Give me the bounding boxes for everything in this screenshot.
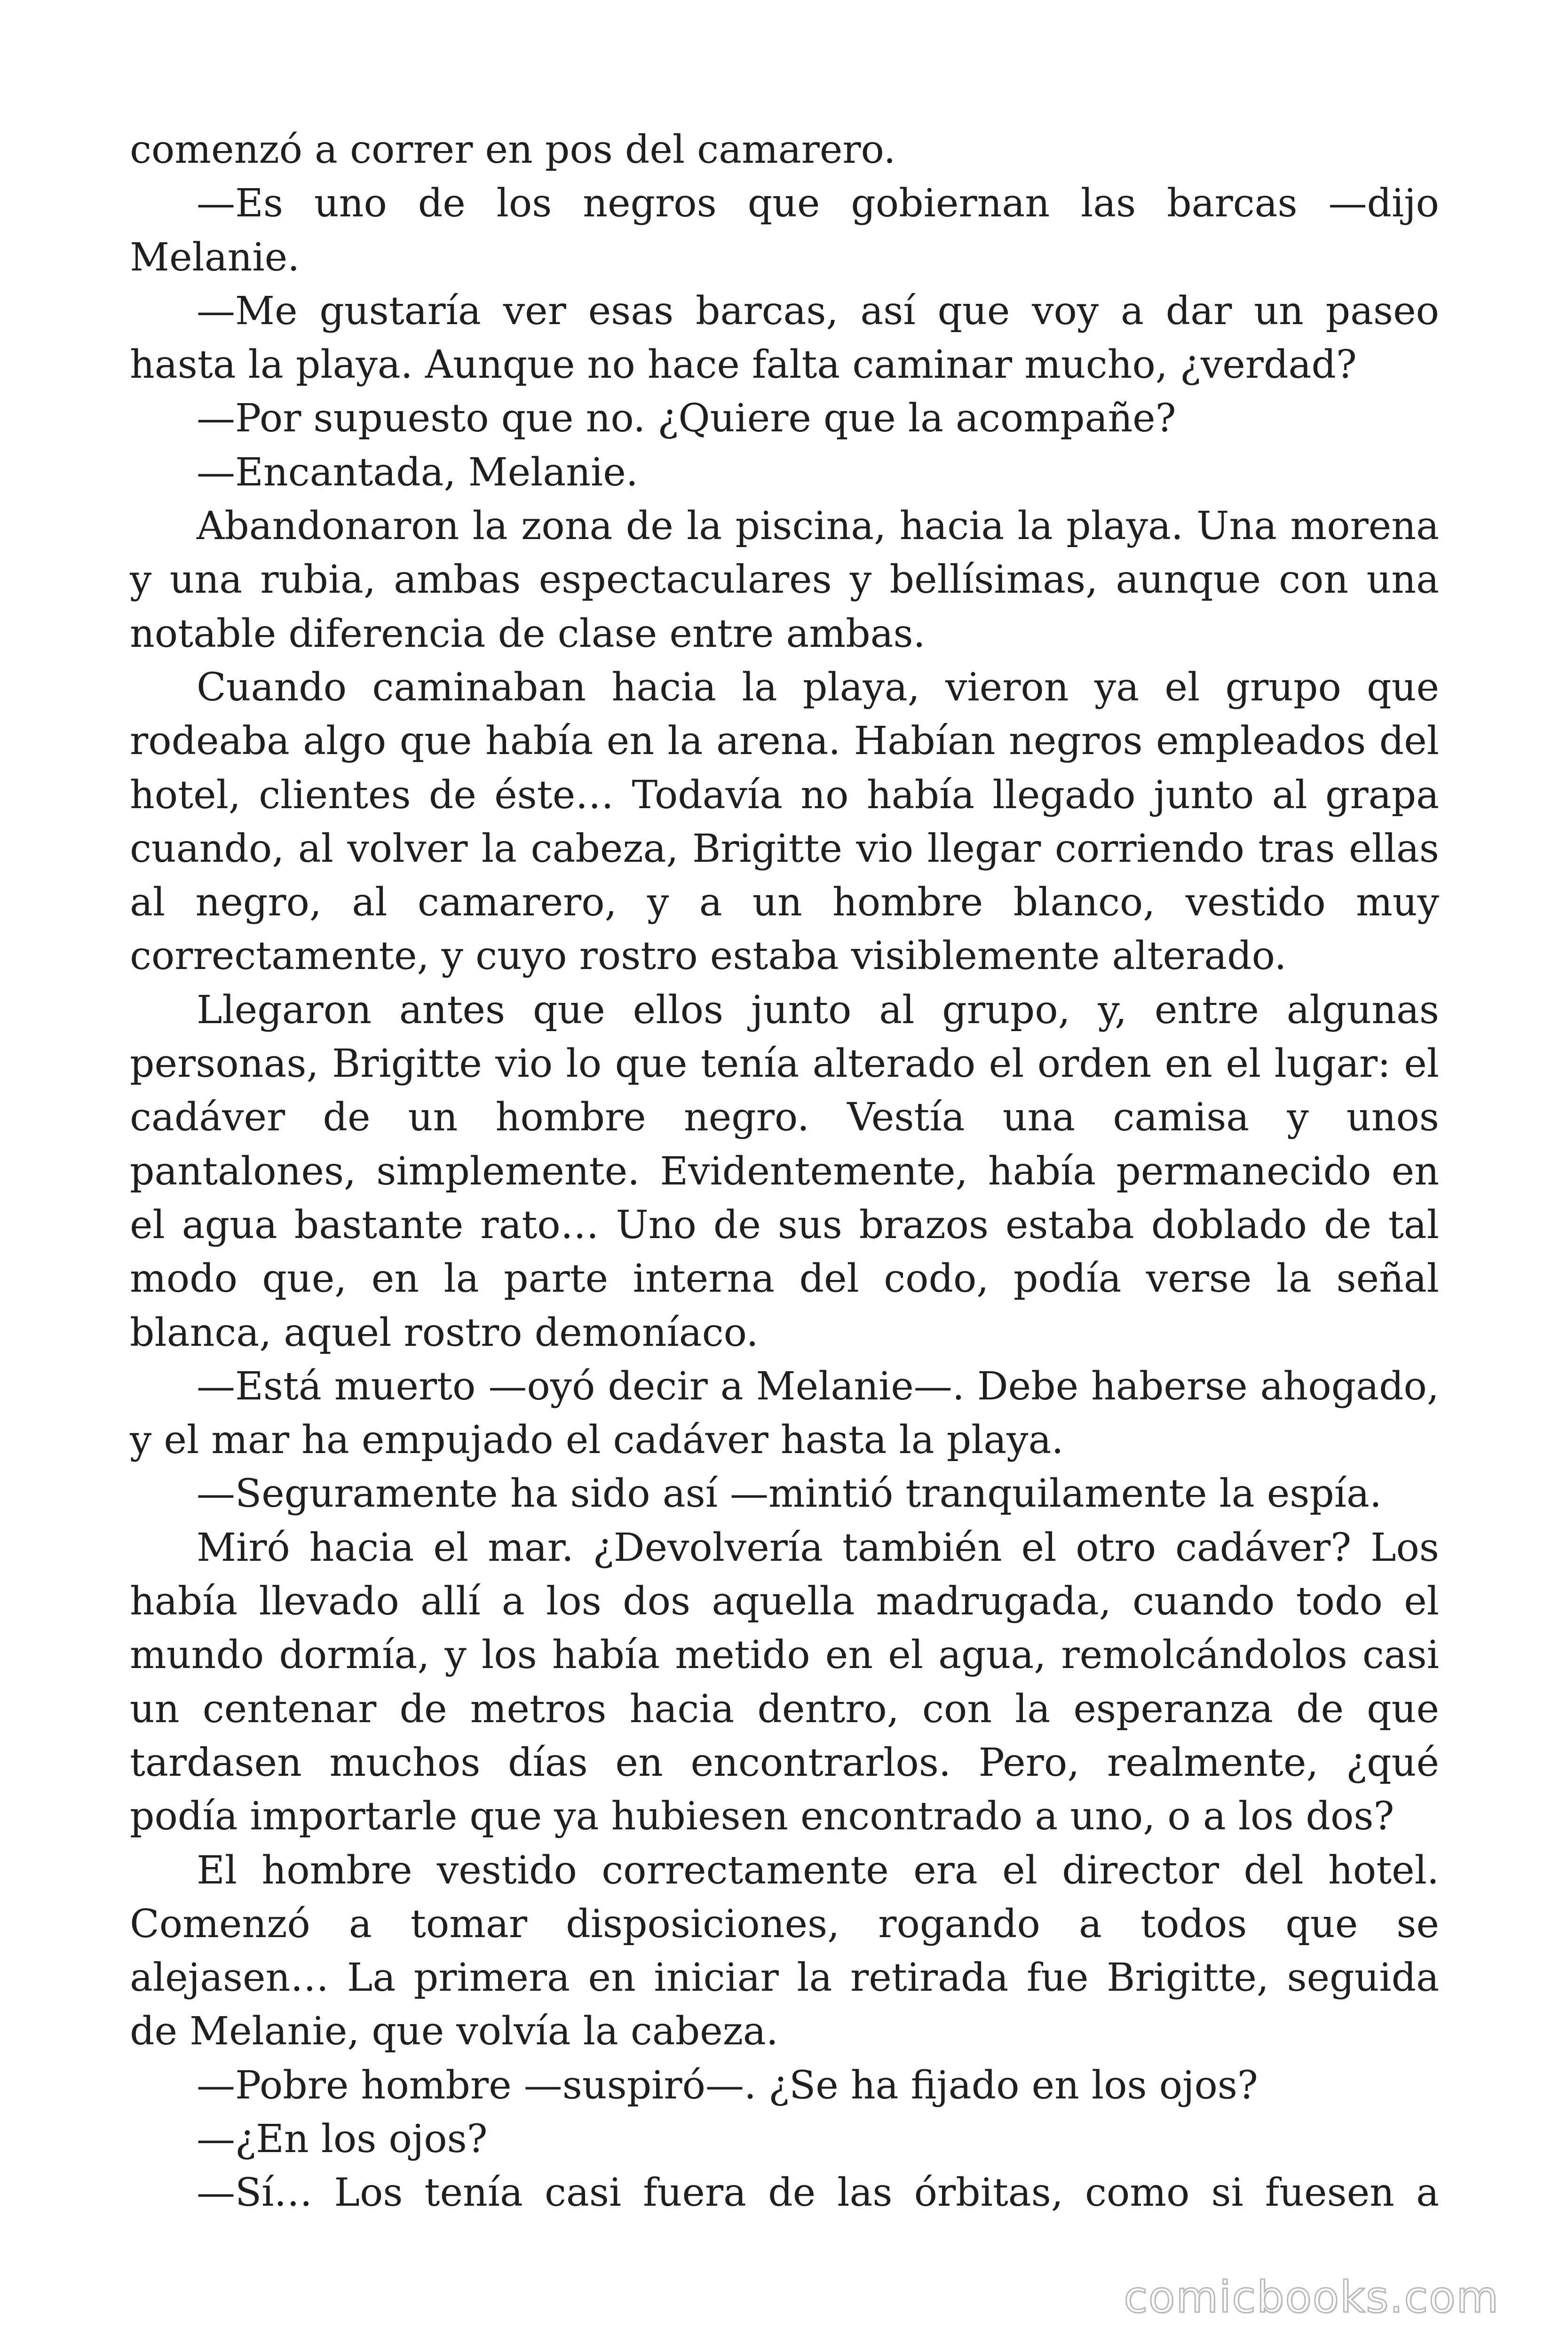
paragraph-7: Cuando caminaban hacia la playa, vieron ya el grupo que rodeaba algo que había en la arena. Habían negros empleados del hotel, clientes de éste… Todavía no había llegado junto al grapa cuando, al volver la cabeza, Brigitte vio llegar corriendo tras ellas al negro, al camarero, y a un hombre blanco, vestido muy correctamente, y cuyo rostro estaba visiblemente alterado. — [130, 665, 1439, 979]
paragraph-5: —Encantada, Melanie. — [197, 450, 638, 495]
watermark: comicbooks.com — [1124, 2272, 1499, 2322]
paragraph-12: El hombre vestido correctamente era el director del hotel. Comenzó a tomar disposiciones, rogando a todos que se alejasen… La primera en iniciar la retirada fue Brigitte, seguida de Melanie, que volvía la cabeza. — [130, 1848, 1439, 2054]
book-page-text — [130, 123, 1439, 2220]
paragraph-8: Llegaron antes que ellos junto al grupo, y, entre algunas personas, Brigitte vio lo que tenía alterado el orden en el lugar: el cadáver de un hombre negro. Vestía una camisa y unos pantalones, simplemente. Evidentemente, había permanecido en el agua bastante rato… Uno de sus brazos estaba doblado de tal modo que, en la parte interna del codo, podía verse la señal blanca, aquel rostro demoníaco. — [130, 987, 1439, 1355]
paragraph-2: —Es uno de los negros que gobiernan las barcas —dijo Melanie. — [130, 181, 1439, 280]
paragraph-3: —Me gustaría ver esas barcas, así que voy a dar un paseo hasta la playa. Aunque no hace falta caminar mucho, ¿verdad? — [130, 288, 1439, 388]
paragraph-13: —Pobre hombre —suspiró—. ¿Se ha fijado en los ojos? — [197, 2063, 1258, 2108]
paragraph-10: —Seguramente ha sido así —mintió tranquilamente la espía. — [197, 1471, 1382, 1517]
paragraph-9: —Está muerto —oyó decir a Melanie—. Debe haberse ahogado, y el mar ha empujado el cadáver hasta la playa. — [130, 1364, 1439, 1463]
paragraph-11: Miró hacia el mar. ¿Devolvería también el otro cadáver? Los había llevado allí a los dos aquella madrugada, cuando todo el mundo dormía, y los había metido en el agua, remolcándolos casi un centenar de metros hacia dentro, con la esperanza de que tardasen muchos días en encontrarlos. Pero, realmente, ¿qué podía importarle que ya hubiesen encontrado a uno, o a los dos? — [130, 1525, 1439, 1839]
paragraph-6: Abandonaron la zona de la piscina, hacia la playa. Una morena y una rubia, ambas espectaculares y bellísimas, aunque con una notable diferencia de clase entre ambas. — [130, 504, 1439, 656]
paragraph-1: comenzó a correr en pos del camarero. — [130, 127, 896, 172]
paragraph-15: —Sí… Los tenía casi fuera de las órbitas, como si fuesen a — [197, 2170, 1439, 2216]
paragraph-14: —¿En los ojos? — [197, 2116, 488, 2161]
paragraph-4: —Por supuesto que no. ¿Quiere que la acompañe? — [197, 396, 1176, 441]
